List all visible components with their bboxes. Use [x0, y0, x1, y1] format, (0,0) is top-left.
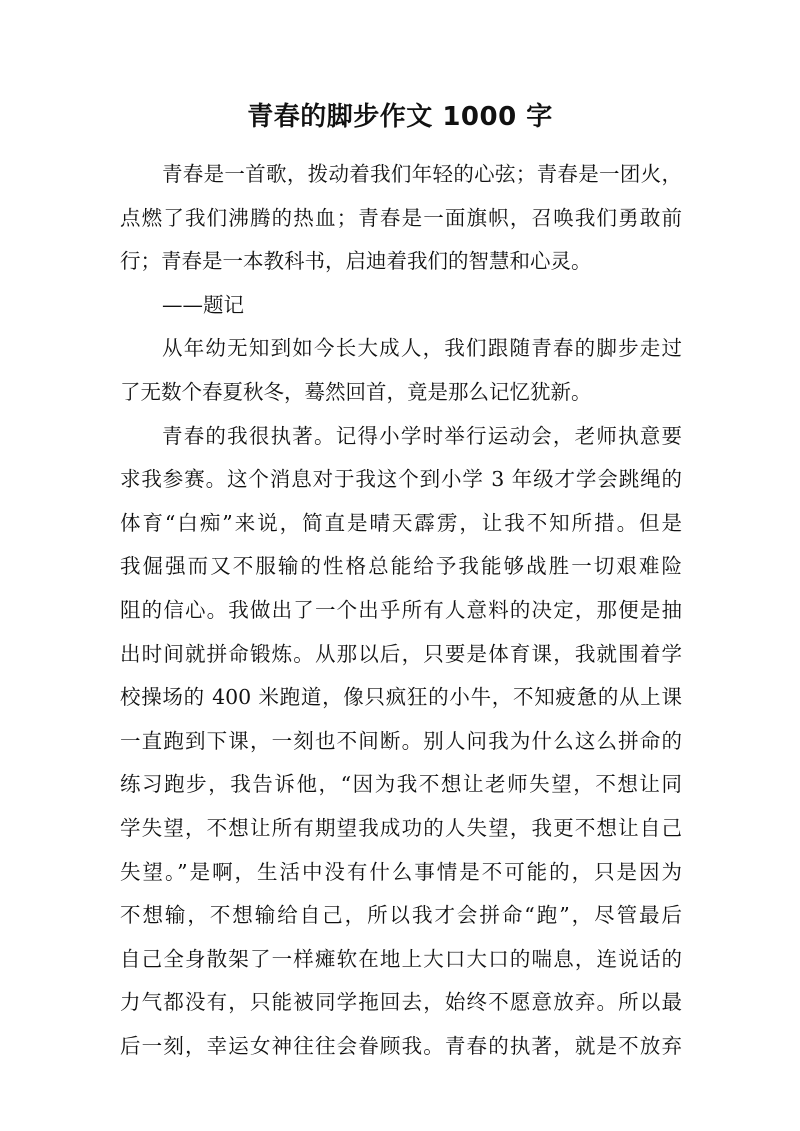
body-line: 校操场的 400 米跑道，像只疯狂的小牛，不知疲惫的从上课	[120, 685, 682, 710]
body-line: 自己全身散架了一样瘫软在地上大口大口的喘息，连说话的	[120, 946, 682, 971]
body-line: 青春是一首歌，拨动着我们年轻的心弦；青春是一团火，	[162, 162, 682, 186]
body-line: 了无数个春夏秋冬，蓦然回首，竟是那么记忆犹新。	[120, 379, 592, 404]
body-line: 体育“白痴”来说，简直是晴天霹雳，让我不知所措。但是	[120, 510, 682, 535]
body-line: 阻的信心。我做出了一个出乎所有人意料的决定，那便是抽	[120, 597, 682, 622]
body-line: 练习跑步，我告诉他，“因为我不想让老师失望，不想让同	[120, 772, 682, 797]
epigraph-attribution: ——题记	[162, 292, 244, 317]
body-line: 失望。”是啊，生活中没有什么事情是不可能的，只是因为	[120, 859, 682, 884]
document-body	[120, 153, 682, 1068]
body-line: 行；青春是一本教科书，启迪着我们的智慧和心灵。	[120, 249, 592, 274]
document-title: 青春的脚步作文 1000 字	[247, 102, 553, 132]
body-line: 后一刻，幸运女神往往会眷顾我。青春的执著，就是不放弃	[120, 1033, 682, 1058]
body-line: 从年幼无知到如今长大成人，我们跟随青春的脚步走过	[162, 336, 682, 361]
body-line: 不想输，不想输给自己，所以我才会拼命“跑”，尽管最后	[120, 903, 682, 928]
body-line: 求我参赛。这个消息对于我这个到小学 3 年级才学会跳绳的	[120, 467, 682, 492]
body-line: 出时间就拼命锻炼。从那以后，只要是体育课，我就围着学	[120, 641, 682, 666]
body-line: 学失望，不想让所有期望我成功的人失望，我更不想让自己	[120, 815, 682, 840]
body-line: 点燃了我们沸腾的热血；青春是一面旗帜，召唤我们勇敢前	[120, 205, 682, 230]
body-line: 力气都没有，只能被同学拖回去，始终不愿意放弃。所以最	[120, 990, 682, 1015]
body-line: 青春的我很执著。记得小学时举行运动会，老师执意要	[162, 423, 682, 448]
body-line: 我倔强而又不服输的性格总能给予我能够战胜一切艰难险	[120, 554, 682, 579]
body-line: 一直跑到下课，一刻也不间断。别人问我为什么这么拼命的	[120, 728, 682, 753]
